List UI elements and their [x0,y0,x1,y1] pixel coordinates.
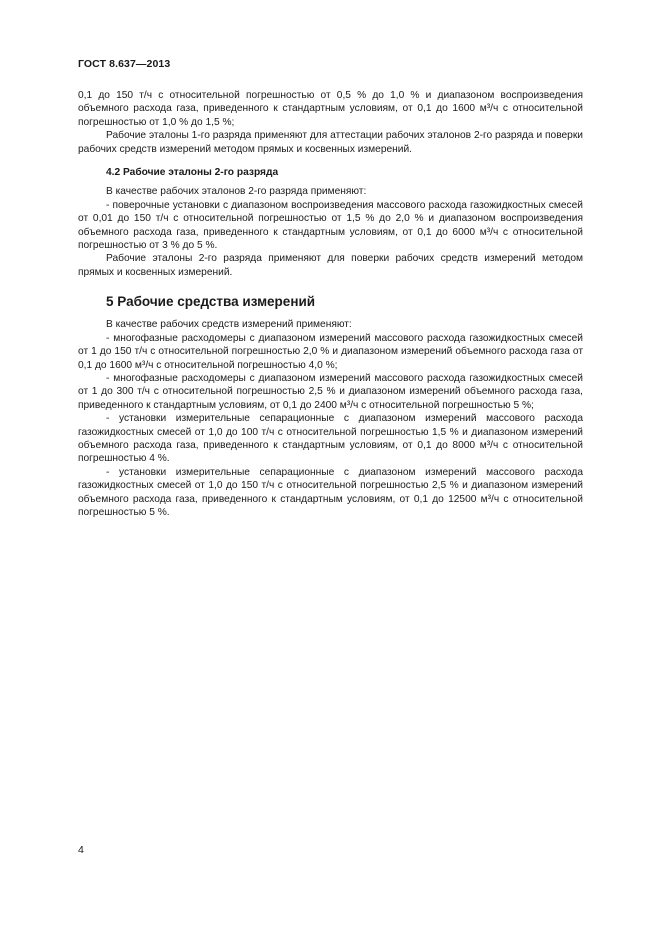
paragraph-5-intro: В качестве рабочих средств измерений применяют: [106,319,352,331]
standard-header: ГОСТ 8.637—2013 [78,58,171,70]
document-body [78,89,583,519]
paragraph-continuation: 0,1 до 150 т/ч с относительной погрешностью от 0,5 % до 1,0 % и диапазоном воспроизведения объемного расхода газа, приведенного к стандартным условиям, от 0,1 до 1600 м³/ч с относительной погрешностью от 1,0 % до 1,5 %; [78,90,583,128]
list-item-separation-unit-100: - установки измерительные сепарационные с диапазоном измерений массового расхода газожидкостных смесей от 1,0 до 100 т/ч с относительной погрешностью 1,5 % и диапазоном измерений объемного расхода газа, приведенного к стандартным условиям, от 0,1 до 8000 м³/ч с относительной погрешностью 4 %. [78,413,583,465]
subsection-title-4-2: 4.2 Рабочие эталоны 2-го разряда [106,167,279,179]
page-number: 4 [78,844,84,856]
paragraph-working-standards-1: Рабочие эталоны 1-го разряда применяют для аттестации рабочих эталонов 2-го разряда и поверки рабочих средств измерений методом прямых и косвенных измерений. [78,130,583,155]
paragraph-4-2-usage: Рабочие эталоны 2-го разряда применяют для поверки рабочих средств измерений методом прямых и косвенных измерений. [78,253,583,278]
list-item-multiphase-meter-300: - многофазные расходомеры с диапазоном измерений массового расхода газожидкостных смесей от 1 до 300 т/ч с относительной погрешностью 2,5 % и диапазоном измерений объемного расхода газа, приведенного к стандартным условиям, от 0,1 до 2400 м³/ч с относительной погрешностью 5 %; [78,372,583,411]
list-item-multiphase-meter-150: - многофазные расходомеры с диапазоном измерений массового расхода газожидкостных смесей от 1 до 150 т/ч с относительной погрешностью 2,0 % и диапазоном измерений объемного расхода газа от 0,1 до 1600 м³/ч с относительной погрешностью 4,0 %; [78,332,583,371]
paragraph-4-2-intro: В качестве рабочих эталонов 2-го разряда применяют: [106,186,367,198]
section-title-5: 5 Рабочие средства измерений [106,294,316,310]
list-item-separation-unit-150: - установки измерительные сепарационные с диапазоном измерений массового расхода газожидкостных смесей от 1,0 до 150 т/ч с относительной погрешностью 2,5 % и диапазоном измерений объемного расхода газа, приведенного к стандартным условиям, от 0,1 до 12500 м³/ч с относительной погрешностью 5 %. [78,466,583,518]
list-item-verification-installations: - поверочные установки с диапазоном воспроизведения массового расхода газожидкостных смесей от 0,01 до 150 т/ч с относительной погрешностью от 1,5 % до 2,0 % и диапазоном воспроизведения объемного расхода газа, приведенного к стандартным условиям, от 0,1 до 6000 м³/ч с относительной погрешностью от 3 % до 5 %. [78,199,583,252]
